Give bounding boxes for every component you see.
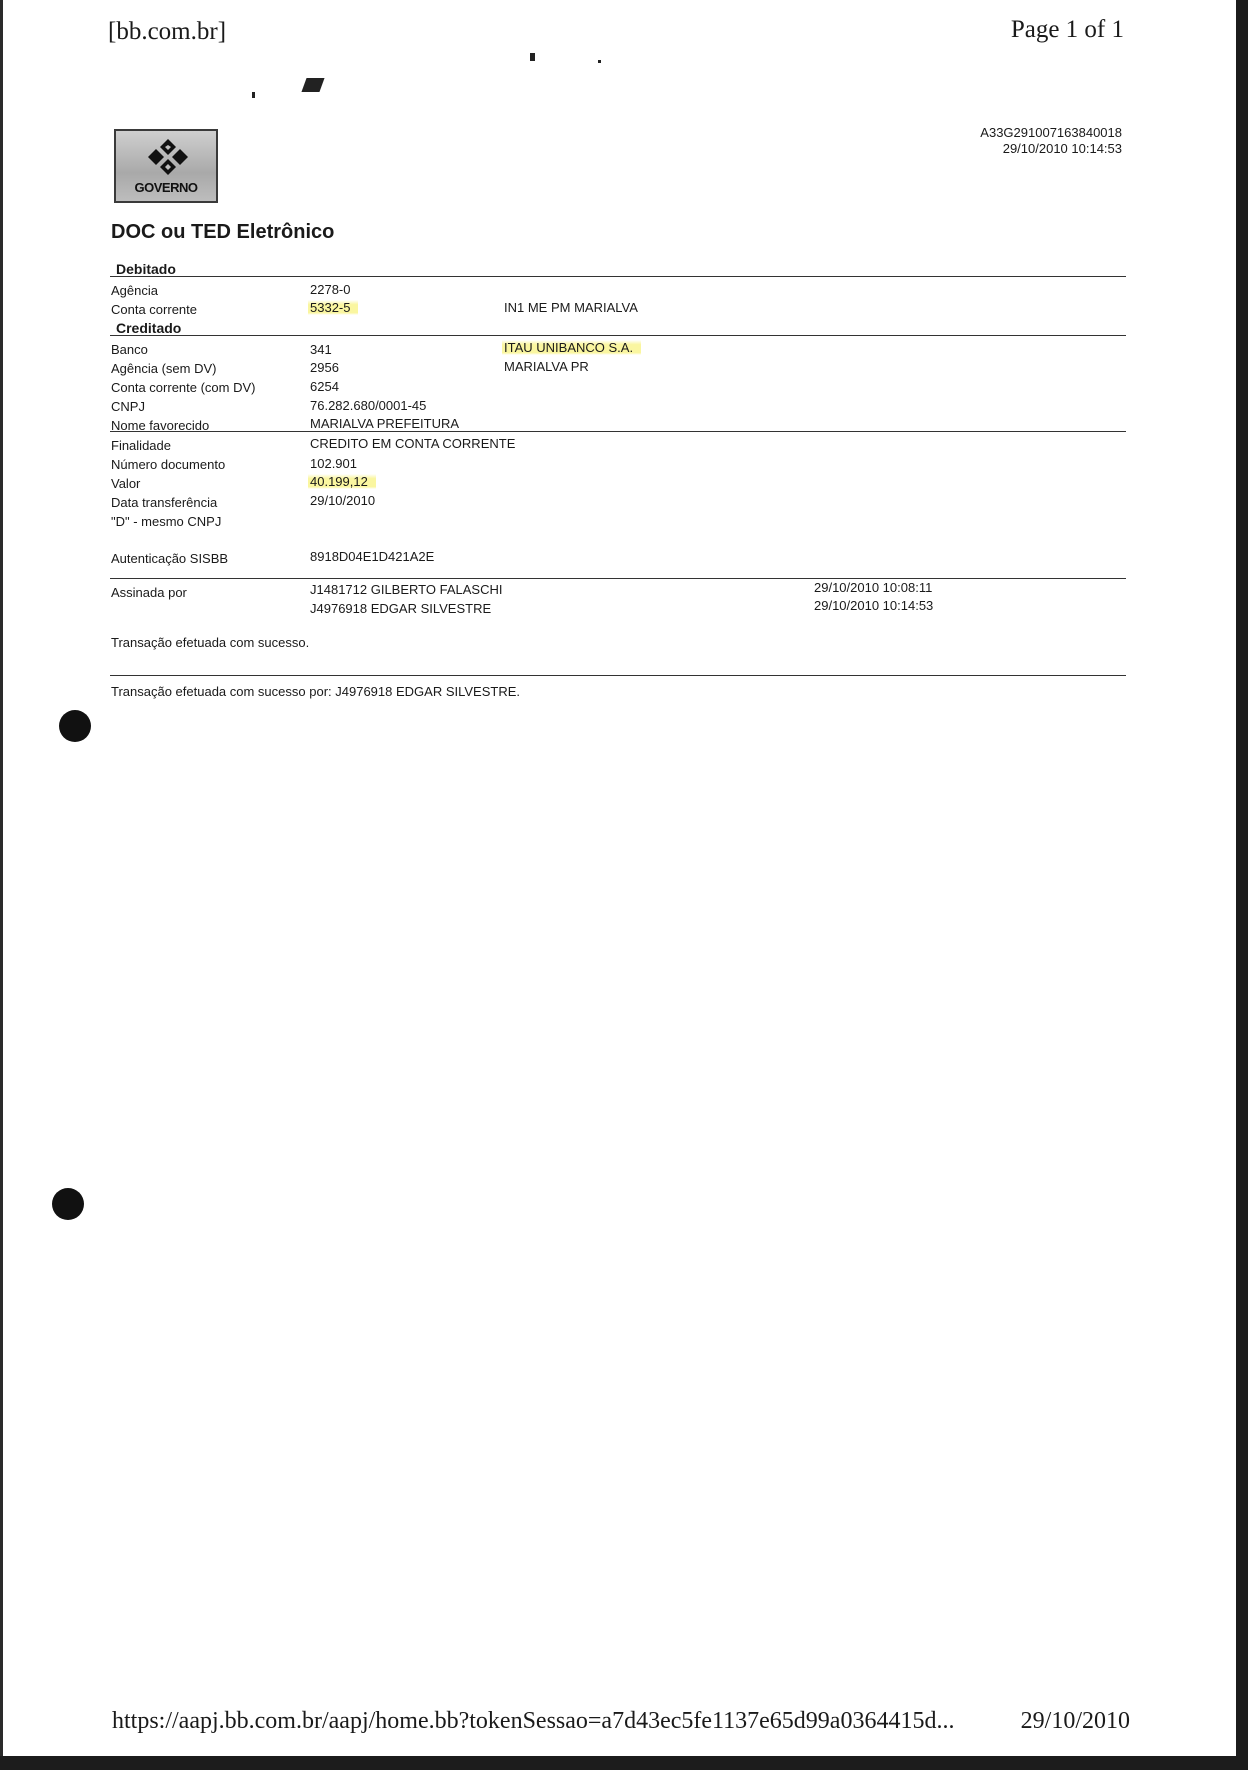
credit-bank-name-highlight: ITAU UNIBANCO S.A. <box>502 340 641 355</box>
cnpj-label: CNPJ <box>111 399 145 414</box>
scan-border-bottom <box>0 1756 1248 1770</box>
credit-bank-label: Banco <box>111 342 148 357</box>
purpose-label: Finalidade <box>111 438 171 453</box>
signed-by-label: Assinada por <box>111 585 187 600</box>
signer-name: J1481712 GILBERTO FALASCHI <box>310 582 503 597</box>
reference-code: A33G291007163840018 <box>980 125 1122 140</box>
debit-agency-value: 2278-0 <box>310 282 351 297</box>
credit-agency-value: 2956 <box>310 360 339 375</box>
scan-speck <box>252 92 255 98</box>
transfer-date-label: Data transferência <box>111 495 218 510</box>
scan-speck <box>301 78 324 92</box>
amount-value <box>310 474 376 489</box>
section-creditado-heading: Creditado <box>116 320 182 336</box>
document-number-value: 102.901 <box>310 456 357 471</box>
debit-account-label: Conta corrente <box>111 302 197 317</box>
authentication-value: 8918D04E1D421A2E <box>310 549 435 564</box>
credit-bank-code: 341 <box>310 342 332 357</box>
footer-url: https://aapj.bb.com.br/aapj/home.bb?tokenSessao=a7d43ec5fe1137e65d99a0364415d... <box>112 1708 955 1734</box>
debit-holder-name: IN1 ME PM MARIALVA <box>504 300 638 315</box>
credit-agency-label: Agência (sem DV) <box>111 361 217 376</box>
purpose-value: CREDITO EM CONTA CORRENTE <box>310 436 516 451</box>
page-indicator: Page 1 of 1 <box>1010 16 1124 43</box>
divider <box>110 578 1126 579</box>
credit-account-label: Conta corrente (com DV) <box>111 380 256 395</box>
credit-city: MARIALVA PR <box>504 359 589 374</box>
beneficiary-label: Nome favorecido <box>111 418 210 433</box>
transfer-date-value: 29/10/2010 <box>310 493 376 508</box>
same-cnpj-label: "D" - mesmo CNPJ <box>111 514 222 529</box>
status-message: Transação efetuada com sucesso. <box>111 635 310 650</box>
signer-time: 29/10/2010 10:08:11 <box>814 580 933 595</box>
reference-block <box>980 125 1122 157</box>
debit-account-highlight: 5332-5 <box>308 300 358 315</box>
authentication-label: Autenticação SISBB <box>111 551 229 566</box>
final-status-message: Transação efetuada com sucesso por: J4976918 EDGAR SILVESTRE. <box>111 684 520 699</box>
divider <box>110 335 1126 336</box>
bank-logo <box>114 129 218 203</box>
credit-account-value: 6254 <box>310 379 339 394</box>
footer-date: 29/10/2010 <box>1020 1708 1130 1734</box>
punch-hole <box>52 1188 84 1220</box>
signer-name: J4976918 EDGAR SILVESTRE <box>310 601 492 616</box>
beneficiary-value: MARIALVA PREFEITURA <box>310 416 460 431</box>
document-title: DOC ou TED Eletrônico <box>111 221 335 243</box>
scan-border-left <box>0 0 3 1770</box>
bank-logo-icon <box>146 137 190 177</box>
scan-speck <box>530 53 535 61</box>
divider <box>110 431 1126 432</box>
divider <box>110 675 1126 676</box>
reference-timestamp: 29/10/2010 10:14:53 <box>1002 141 1122 156</box>
cnpj-value: 76.282.680/0001-45 <box>310 398 427 413</box>
scan-border-right <box>1236 0 1248 1770</box>
site-header: [bb.com.br] <box>108 18 227 45</box>
credit-bank-name <box>504 340 641 355</box>
amount-highlight: 40.199,12 <box>308 474 376 489</box>
amount-label: Valor <box>111 476 141 491</box>
punch-hole <box>59 710 91 742</box>
divider <box>110 276 1126 277</box>
signer-time: 29/10/2010 10:14:53 <box>814 598 934 613</box>
document-number-label: Número documento <box>111 457 226 472</box>
logo-word: GOVERNO <box>134 180 198 195</box>
debit-account-value <box>310 300 358 315</box>
section-debitado-heading: Debitado <box>116 261 176 277</box>
debit-agency-label: Agência <box>111 283 158 298</box>
scan-speck <box>598 60 601 63</box>
